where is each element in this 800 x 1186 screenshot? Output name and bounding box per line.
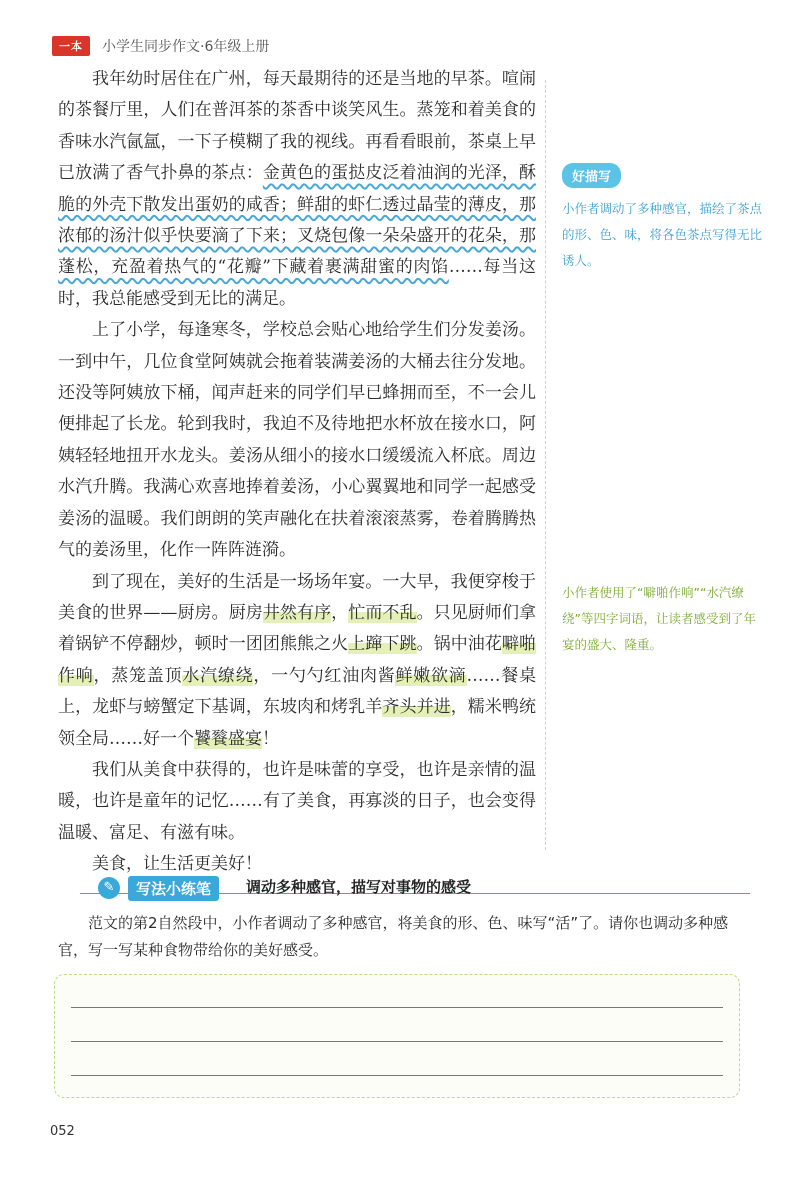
page-number: 052 [50,1124,75,1139]
highlight-phrase: 齐头并进 [382,697,451,718]
writing-area[interactable] [54,974,740,1098]
practice-label: 写法小练笔 [128,876,219,901]
highlight-phrase: 上蹿下跳 [348,634,417,655]
highlight-phrase: 井然有序 [262,602,332,623]
paragraph-1-end: ……每当这时，我总能感受到无比的满足。 [58,257,536,309]
paragraph-2: 上了小学，每逢寒冬，学校总会贴心地给学生们分发姜汤。一到中午，几位食堂阿姨就会拖着装满姜汤的大桶去往分发地。还没等阿姨放下桶，闻声赶来的同学们早已蜂拥而至，不一会儿便排起了长龙。轮到我时，我迫不及待地把水杯放在接水口，阿姨轻轻地扭开水龙头。姜汤从细小的接水口缓缓流入杯底。周边水汽升腾。我满心欢喜地捧着姜汤，小心翼翼地和同学一起感受姜汤的温暖。我们朗朗的笑声融化在扶着滚滚蒸雾，卷着腾腾热气的姜汤里，化作一阵阵涟漪。 [58,320,536,561]
pencil-icon: ✎ [98,877,120,899]
highlight-phrase: 水汽缭绕 [182,665,254,686]
margin-note-senses: 小作者调动了多种感官，描绘了茶点的形、色、味，将各色茶点写得无比诱人。 [562,201,763,268]
highlight-phrase: 鲜嫩欲滴 [395,665,467,686]
writing-line[interactable] [71,1007,723,1008]
paragraph-1 [58,64,536,315]
paragraph-4: 我们从美食中获得的，也许是味蕾的享受，也许是亲情的温暖，也许是童年的记忆……有了美食，再寡淡的日子，也会变得温暖、富足、有滋有味。 [58,759,536,843]
highlight-phrase: 噼啪作响 [58,634,537,686]
practice-instructions: 范文的第2自然段中，小作者调动了多种感官，将美食的形、色、味写“活”了。请你也调动多种感官，写一写某种食物带给你的美好感受。 [58,914,729,959]
practice-header [50,873,750,903]
writing-line[interactable] [71,1041,723,1042]
text-span: 。只见厨师们拿着锅铲不停翻炒，顿时一团团熊熊之火 [58,602,537,655]
text-span: ，蒸笼盖顶 [93,665,183,686]
paragraph-3 [58,567,536,755]
column-divider [545,80,546,850]
text-span: 到了现在，美好的生活是一场场年宴。一大早，我便穿梭于美食的世界——厨房。厨房 [58,571,536,623]
page-header [52,34,269,58]
brand-badge: 一本 [52,36,90,56]
essay-body [58,60,536,881]
text-span: ！ [262,728,279,749]
margin-note-idioms: 小作者使用了“噼啪作响”“水汽缭绕”等四字词语，让读者感受到了年宴的盛大、隆重。 [562,585,756,652]
underlined-description: 金黄色的蛋挞皮泛着油润的光泽，酥脆的外壳下散发出蛋奶的咸香；鲜甜的虾仁透过晶莹的薄皮，那浓郁的汤汁似乎快要滴了下来；叉烧包像一朵朵盛开的花朵，那蓬松，充盈着热气的“花瓣”下藏着裹满甜蜜的肉馅 [58,163,537,278]
highlight-phrase: 饕餮盛宴 [194,728,262,749]
text-span: ，一勺勺红油肉酱 [253,665,396,686]
text-span: ，糯米鸭统领全局……好一个 [58,697,537,749]
book-title: 小学生同步作文·6年级上册 [102,39,270,55]
paragraph-5: 美食，让生活更美好！ [92,854,262,875]
highlight-phrase: 忙而不乱 [348,602,417,623]
text-span: ……餐桌上，龙虾与螃蟹定下基调，东坡肉和烤乳羊 [58,665,537,718]
writing-line[interactable] [71,1075,723,1076]
good-description-tag: 好描写 [562,163,621,188]
paragraph-1-intro: 我年幼时居住在广州，每天最期待的还是当地的早茶。喧闹的茶餐厅里，人们在普洱茶的茶香中谈笑风生。蒸笼和着美食的香味水汽氤氲，一下子模糊了我的视线。再看看眼前，茶桌上早已放满了香气扑鼻的茶点： [58,69,536,184]
text-span: ， [331,602,349,623]
practice-title: 调动多种感官，描写对事物的感受 [246,878,472,896]
text-span: 。锅中油花 [416,634,502,655]
